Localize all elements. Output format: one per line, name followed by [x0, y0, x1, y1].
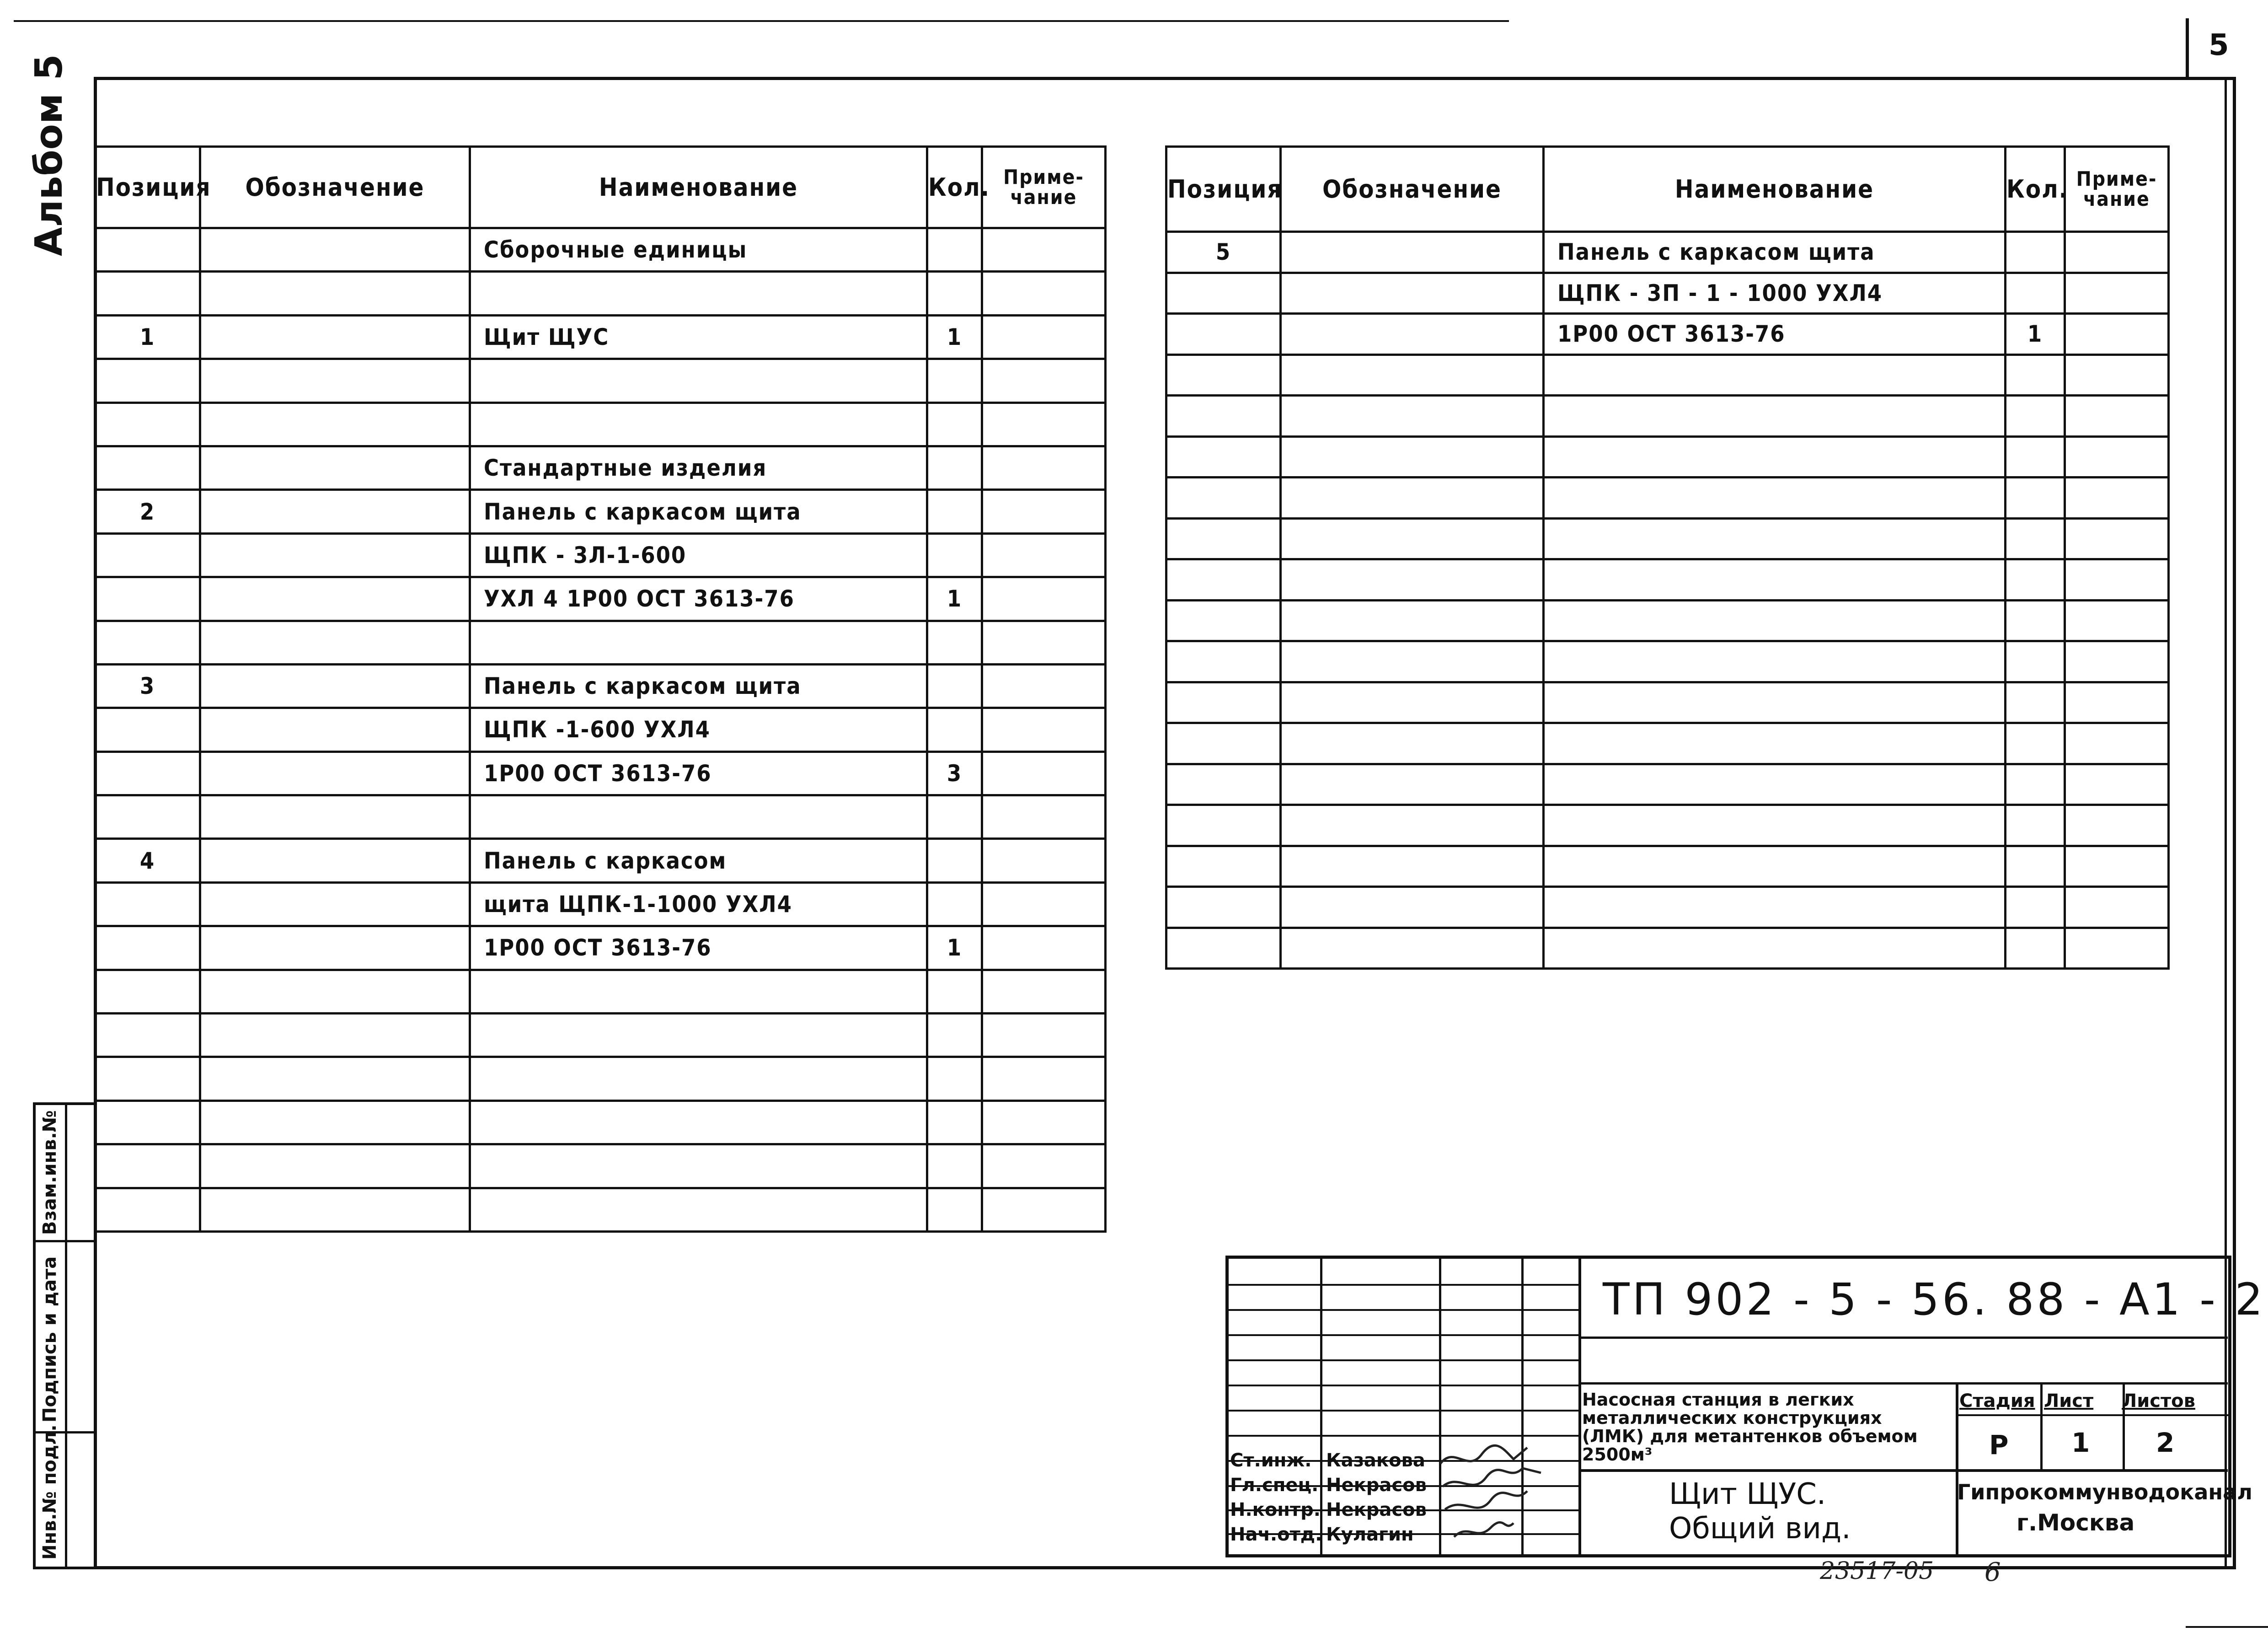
right-designation-cell — [1281, 723, 1544, 764]
left-designation-cell — [200, 446, 470, 489]
right-name-cell — [1544, 559, 2006, 601]
left-note-cell — [982, 1014, 1106, 1057]
right-position-cell — [1166, 478, 1281, 519]
signer-role-3: Н.контр. — [1230, 1499, 1321, 1520]
right-header-designation: Обозначение — [1281, 147, 1544, 232]
right-note-cell — [2065, 764, 2169, 805]
left-name-cell: 1Р00 ОСТ 3613-76 — [470, 926, 927, 970]
right-position-cell — [1166, 396, 1281, 437]
left-name-cell — [470, 1188, 927, 1231]
sheet-label: Лист — [2044, 1390, 2094, 1412]
left-position-cell — [95, 228, 200, 272]
doc-title-line1: Щит ЩУС. — [1669, 1477, 1826, 1511]
right-position-cell — [1166, 887, 1281, 928]
right-qty-cell — [2006, 887, 2065, 928]
left-qty-cell — [927, 272, 982, 315]
right-note-cell — [2065, 273, 2169, 314]
left-note-cell — [982, 1144, 1106, 1188]
left-row — [95, 315, 1106, 359]
right-row — [1166, 273, 2169, 314]
left-row — [95, 926, 1106, 970]
right-position-cell — [1166, 354, 1281, 396]
left-row — [95, 882, 1106, 926]
left-qty-cell — [927, 1188, 982, 1231]
left-position-cell — [95, 272, 200, 315]
right-name-cell — [1544, 805, 2006, 846]
left-row — [95, 446, 1106, 489]
side-stamp-signature-date: Подпись и дата — [39, 1256, 60, 1423]
left-qty-cell: 1 — [927, 577, 982, 621]
right-note-cell — [2065, 846, 2169, 887]
sheets-label: Листов — [2122, 1390, 2195, 1412]
right-designation-cell — [1281, 764, 1544, 805]
left-header-name: Наименование — [470, 147, 927, 228]
left-name-cell: Панель с каркасом — [470, 839, 927, 882]
right-name-cell — [1544, 436, 2006, 478]
left-row — [95, 359, 1106, 403]
left-note-cell — [982, 970, 1106, 1013]
right-name-cell — [1544, 846, 2006, 887]
left-designation-cell — [200, 403, 470, 446]
right-position-cell — [1166, 846, 1281, 887]
left-designation-cell — [200, 228, 470, 272]
right-note-cell — [2065, 600, 2169, 641]
left-name-cell — [470, 359, 927, 403]
left-designation-cell — [200, 533, 470, 577]
right-name-cell — [1544, 682, 2006, 723]
right-position-cell — [1166, 559, 1281, 601]
left-position-cell: 1 — [95, 315, 200, 359]
right-table-body — [1166, 232, 2169, 969]
signer-role-2: Гл.спец. — [1230, 1475, 1319, 1496]
signer-name-2: Некрасов — [1326, 1475, 1427, 1496]
right-note-cell — [2065, 559, 2169, 601]
right-name-cell: 1Р00 ОСТ 3613-76 — [1544, 314, 2006, 355]
left-row — [95, 228, 1106, 272]
left-qty-cell — [927, 795, 982, 839]
left-position-cell — [95, 1144, 200, 1188]
right-note-cell — [2065, 436, 2169, 478]
left-qty-cell — [927, 708, 982, 752]
left-position-cell — [95, 882, 200, 926]
left-name-cell — [470, 795, 927, 839]
right-position-cell — [1166, 928, 1281, 969]
drawing-code: ТП 902 - 5 - 56. 88 - А1 - 2 — [1603, 1274, 2266, 1325]
right-qty-cell — [2006, 805, 2065, 846]
right-note-cell — [2065, 723, 2169, 764]
left-name-cell: Панель с каркасом щита — [470, 664, 927, 708]
left-qty-cell — [927, 228, 982, 272]
left-position-cell — [95, 1100, 200, 1144]
right-note-cell — [2065, 805, 2169, 846]
left-designation-cell — [200, 1188, 470, 1231]
left-note-cell — [982, 1057, 1106, 1100]
right-row — [1166, 600, 2169, 641]
left-header-position: Позиция — [95, 147, 200, 228]
left-row — [95, 1100, 1106, 1144]
left-position-cell — [95, 752, 200, 795]
left-note-cell — [982, 664, 1106, 708]
signer-role-4: Нач.отд. — [1230, 1524, 1322, 1545]
left-qty-cell — [927, 1057, 982, 1100]
right-qty-cell — [2006, 232, 2065, 273]
right-position-cell: 5 — [1166, 232, 1281, 273]
right-note-cell — [2065, 396, 2169, 437]
right-note-cell — [2065, 478, 2169, 519]
left-note-cell — [982, 577, 1106, 621]
left-designation-cell — [200, 839, 470, 882]
right-header-qty: Кол. — [2006, 147, 2065, 232]
right-note-cell — [2065, 887, 2169, 928]
bottom-right-line — [2186, 1626, 2268, 1628]
left-qty-cell: 1 — [927, 315, 982, 359]
left-row — [95, 839, 1106, 882]
left-designation-cell — [200, 752, 470, 795]
left-header-designation: Обозначение — [200, 147, 470, 228]
right-designation-cell — [1281, 518, 1544, 559]
right-name-cell — [1544, 518, 2006, 559]
right-name-cell — [1544, 641, 2006, 682]
left-note-cell — [982, 1100, 1106, 1144]
right-name-cell: Панель с каркасом щита — [1544, 232, 2006, 273]
album-label: Альбом 5 — [27, 54, 71, 256]
right-designation-cell — [1281, 600, 1544, 641]
right-position-cell — [1166, 273, 1281, 314]
left-position-cell — [95, 1014, 200, 1057]
left-name-cell: УХЛ 4 1Р00 ОСТ 3613-76 — [470, 577, 927, 621]
left-designation-cell — [200, 359, 470, 403]
left-name-cell — [470, 1100, 927, 1144]
right-designation-cell — [1281, 805, 1544, 846]
right-name-cell — [1544, 396, 2006, 437]
left-row — [95, 1057, 1106, 1100]
left-designation-cell — [200, 272, 470, 315]
left-row — [95, 272, 1106, 315]
left-note-cell — [982, 795, 1106, 839]
left-row — [95, 970, 1106, 1013]
right-position-cell — [1166, 723, 1281, 764]
left-row — [95, 533, 1106, 577]
right-row — [1166, 928, 2169, 969]
left-name-cell — [470, 1014, 927, 1057]
right-name-cell — [1544, 600, 2006, 641]
left-position-cell — [95, 926, 200, 970]
side-stamp-replace-inv: Взам.инв.№ — [39, 1110, 60, 1235]
right-row — [1166, 887, 2169, 928]
right-qty-cell — [2006, 436, 2065, 478]
right-position-cell — [1166, 805, 1281, 846]
left-header-note: Приме- чание — [982, 147, 1106, 228]
right-row — [1166, 559, 2169, 601]
left-name-cell: Щит ЩУС — [470, 315, 927, 359]
left-position-cell: 3 — [95, 664, 200, 708]
right-row — [1166, 805, 2169, 846]
sheet-number: 5 — [2209, 28, 2229, 62]
sheet-number-divider — [2186, 18, 2189, 78]
left-name-cell: ЩПК - 3Л-1-600 — [470, 533, 927, 577]
left-qty-cell — [927, 664, 982, 708]
sheets-value: 2 — [2156, 1427, 2175, 1458]
left-name-cell — [470, 1057, 927, 1100]
right-qty-cell — [2006, 600, 2065, 641]
right-designation-cell — [1281, 682, 1544, 723]
right-note-cell — [2065, 682, 2169, 723]
right-row — [1166, 846, 2169, 887]
right-designation-cell — [1281, 478, 1544, 519]
right-designation-cell — [1281, 928, 1544, 969]
left-row — [95, 403, 1106, 446]
left-qty-cell — [927, 490, 982, 533]
left-row — [95, 577, 1106, 621]
left-name-cell — [470, 1144, 927, 1188]
right-row — [1166, 314, 2169, 355]
left-note-cell — [982, 228, 1106, 272]
left-row — [95, 752, 1106, 795]
left-header-qty: Кол. — [927, 147, 982, 228]
project-name: Насосная станция в легких металлических конструкциях (ЛМК) для метантенков объемом 2500м³ — [1582, 1390, 1918, 1465]
right-position-cell — [1166, 518, 1281, 559]
signatures — [1436, 1441, 1555, 1551]
left-qty-cell — [927, 403, 982, 446]
right-qty-cell — [2006, 682, 2065, 723]
right-row — [1166, 232, 2169, 273]
right-designation-cell — [1281, 641, 1544, 682]
left-note-cell — [982, 403, 1106, 446]
left-name-cell: ЩПК -1-600 УХЛ4 — [470, 708, 927, 752]
left-designation-cell — [200, 577, 470, 621]
right-note-cell — [2065, 641, 2169, 682]
right-designation-cell — [1281, 232, 1544, 273]
left-row — [95, 490, 1106, 533]
left-designation-cell — [200, 1014, 470, 1057]
right-qty-cell — [2006, 396, 2065, 437]
left-designation-cell — [200, 1057, 470, 1100]
left-name-cell: 1Р00 ОСТ 3613-76 — [470, 752, 927, 795]
left-spec-table — [94, 145, 1107, 1233]
right-header-name: Наименование — [1544, 147, 2006, 232]
right-name-cell — [1544, 723, 2006, 764]
left-note-cell — [982, 621, 1106, 664]
left-qty-cell — [927, 533, 982, 577]
page-footer-number: 6 — [1984, 1557, 2001, 1587]
right-spec-table — [1165, 145, 2170, 970]
side-stamp-orig-inv: Инв.№ подл. — [39, 1424, 60, 1560]
right-name-cell — [1544, 887, 2006, 928]
left-designation-cell — [200, 664, 470, 708]
left-name-cell — [470, 621, 927, 664]
left-qty-cell — [927, 359, 982, 403]
left-note-cell — [982, 752, 1106, 795]
right-qty-cell — [2006, 641, 2065, 682]
right-name-cell — [1544, 928, 2006, 969]
right-name-cell: ЩПК - 3П - 1 - 1000 УХЛ4 — [1544, 273, 2006, 314]
left-designation-cell — [200, 1144, 470, 1188]
left-note-cell — [982, 839, 1106, 882]
left-qty-cell — [927, 446, 982, 489]
right-position-cell — [1166, 682, 1281, 723]
left-position-cell — [95, 403, 200, 446]
left-row — [95, 621, 1106, 664]
left-name-cell — [470, 403, 927, 446]
right-qty-cell — [2006, 478, 2065, 519]
right-position-cell — [1166, 314, 1281, 355]
left-position-cell — [95, 970, 200, 1013]
left-note-cell — [982, 1188, 1106, 1231]
signer-name-1: Казакова — [1326, 1450, 1425, 1471]
right-row — [1166, 354, 2169, 396]
right-designation-cell — [1281, 273, 1544, 314]
right-qty-cell — [2006, 354, 2065, 396]
right-row — [1166, 641, 2169, 682]
left-note-cell — [982, 882, 1106, 926]
left-designation-cell — [200, 926, 470, 970]
right-note-cell — [2065, 354, 2169, 396]
left-designation-cell — [200, 882, 470, 926]
right-name-cell — [1544, 478, 2006, 519]
organization-city: г.Москва — [2017, 1509, 2135, 1536]
left-row — [95, 795, 1106, 839]
right-qty-cell — [2006, 273, 2065, 314]
left-row — [95, 1144, 1106, 1188]
left-qty-cell — [927, 970, 982, 1013]
right-designation-cell — [1281, 887, 1544, 928]
top-edge-line — [14, 20, 1509, 22]
left-row — [95, 1014, 1106, 1057]
left-note-cell — [982, 359, 1106, 403]
organization-name: Гипрокоммунводоканал — [1957, 1480, 2252, 1504]
left-name-cell — [470, 272, 927, 315]
right-designation-cell — [1281, 846, 1544, 887]
left-position-cell — [95, 1188, 200, 1231]
right-position-cell — [1166, 436, 1281, 478]
left-position-cell — [95, 446, 200, 489]
right-designation-cell — [1281, 354, 1544, 396]
right-position-cell — [1166, 600, 1281, 641]
left-note-cell — [982, 315, 1106, 359]
right-qty-cell: 1 — [2006, 314, 2065, 355]
right-note-cell — [2065, 232, 2169, 273]
left-table-body — [95, 228, 1106, 1232]
left-position-cell — [95, 621, 200, 664]
left-qty-cell: 1 — [927, 926, 982, 970]
left-name-cell: Сборочные единицы — [470, 228, 927, 272]
left-position-cell — [95, 795, 200, 839]
right-row — [1166, 396, 2169, 437]
right-designation-cell — [1281, 436, 1544, 478]
right-row — [1166, 723, 2169, 764]
left-position-cell — [95, 708, 200, 752]
right-designation-cell — [1281, 314, 1544, 355]
signer-name-4: Кулагин — [1326, 1524, 1414, 1545]
left-name-cell — [470, 970, 927, 1013]
left-row — [95, 664, 1106, 708]
left-qty-cell — [927, 1100, 982, 1144]
right-qty-cell — [2006, 764, 2065, 805]
left-note-cell — [982, 708, 1106, 752]
right-header-position: Позиция — [1166, 147, 1281, 232]
left-note-cell — [982, 272, 1106, 315]
left-position-cell — [95, 359, 200, 403]
stage-value: Р — [1989, 1429, 2009, 1460]
archive-number: 23517-05 — [1820, 1557, 1934, 1585]
sheet-value: 1 — [2071, 1427, 2090, 1458]
right-designation-cell — [1281, 559, 1544, 601]
left-designation-cell — [200, 970, 470, 1013]
right-row — [1166, 764, 2169, 805]
left-designation-cell — [200, 708, 470, 752]
signer-name-3: Некрасов — [1326, 1499, 1427, 1520]
right-designation-cell — [1281, 396, 1544, 437]
left-name-cell: Стандартные изделия — [470, 446, 927, 489]
right-note-cell — [2065, 314, 2169, 355]
left-position-cell: 4 — [95, 839, 200, 882]
left-position-cell — [95, 577, 200, 621]
stage-label: Стадия — [1959, 1390, 2035, 1412]
left-position-cell — [95, 533, 200, 577]
signer-role-1: Ст.инж. — [1230, 1450, 1312, 1471]
left-qty-cell — [927, 1014, 982, 1057]
left-qty-cell — [927, 621, 982, 664]
right-row — [1166, 436, 2169, 478]
left-position-cell — [95, 1057, 200, 1100]
left-name-cell: щита ЩПК-1-1000 УХЛ4 — [470, 882, 927, 926]
right-position-cell — [1166, 764, 1281, 805]
right-qty-cell — [2006, 928, 2065, 969]
right-qty-cell — [2006, 846, 2065, 887]
right-note-cell — [2065, 518, 2169, 559]
left-note-cell — [982, 533, 1106, 577]
left-qty-cell: 3 — [927, 752, 982, 795]
doc-title-line2: Общий вид. — [1669, 1512, 1851, 1546]
left-designation-cell — [200, 1100, 470, 1144]
right-name-cell — [1544, 764, 2006, 805]
left-qty-cell — [927, 839, 982, 882]
left-name-cell: Панель с каркасом щита — [470, 490, 927, 533]
left-designation-cell — [200, 315, 470, 359]
right-name-cell — [1544, 354, 2006, 396]
right-qty-cell — [2006, 723, 2065, 764]
right-qty-cell — [2006, 559, 2065, 601]
left-note-cell — [982, 446, 1106, 489]
left-position-cell: 2 — [95, 490, 200, 533]
right-header-note: Приме- чание — [2065, 147, 2169, 232]
left-designation-cell — [200, 795, 470, 839]
left-designation-cell — [200, 490, 470, 533]
right-row — [1166, 478, 2169, 519]
left-qty-cell — [927, 1144, 982, 1188]
left-designation-cell — [200, 621, 470, 664]
left-note-cell — [982, 926, 1106, 970]
right-row — [1166, 518, 2169, 559]
right-qty-cell — [2006, 518, 2065, 559]
left-row — [95, 708, 1106, 752]
left-row — [95, 1188, 1106, 1231]
right-row — [1166, 682, 2169, 723]
left-note-cell — [982, 490, 1106, 533]
left-qty-cell — [927, 882, 982, 926]
right-note-cell — [2065, 928, 2169, 969]
right-position-cell — [1166, 641, 1281, 682]
